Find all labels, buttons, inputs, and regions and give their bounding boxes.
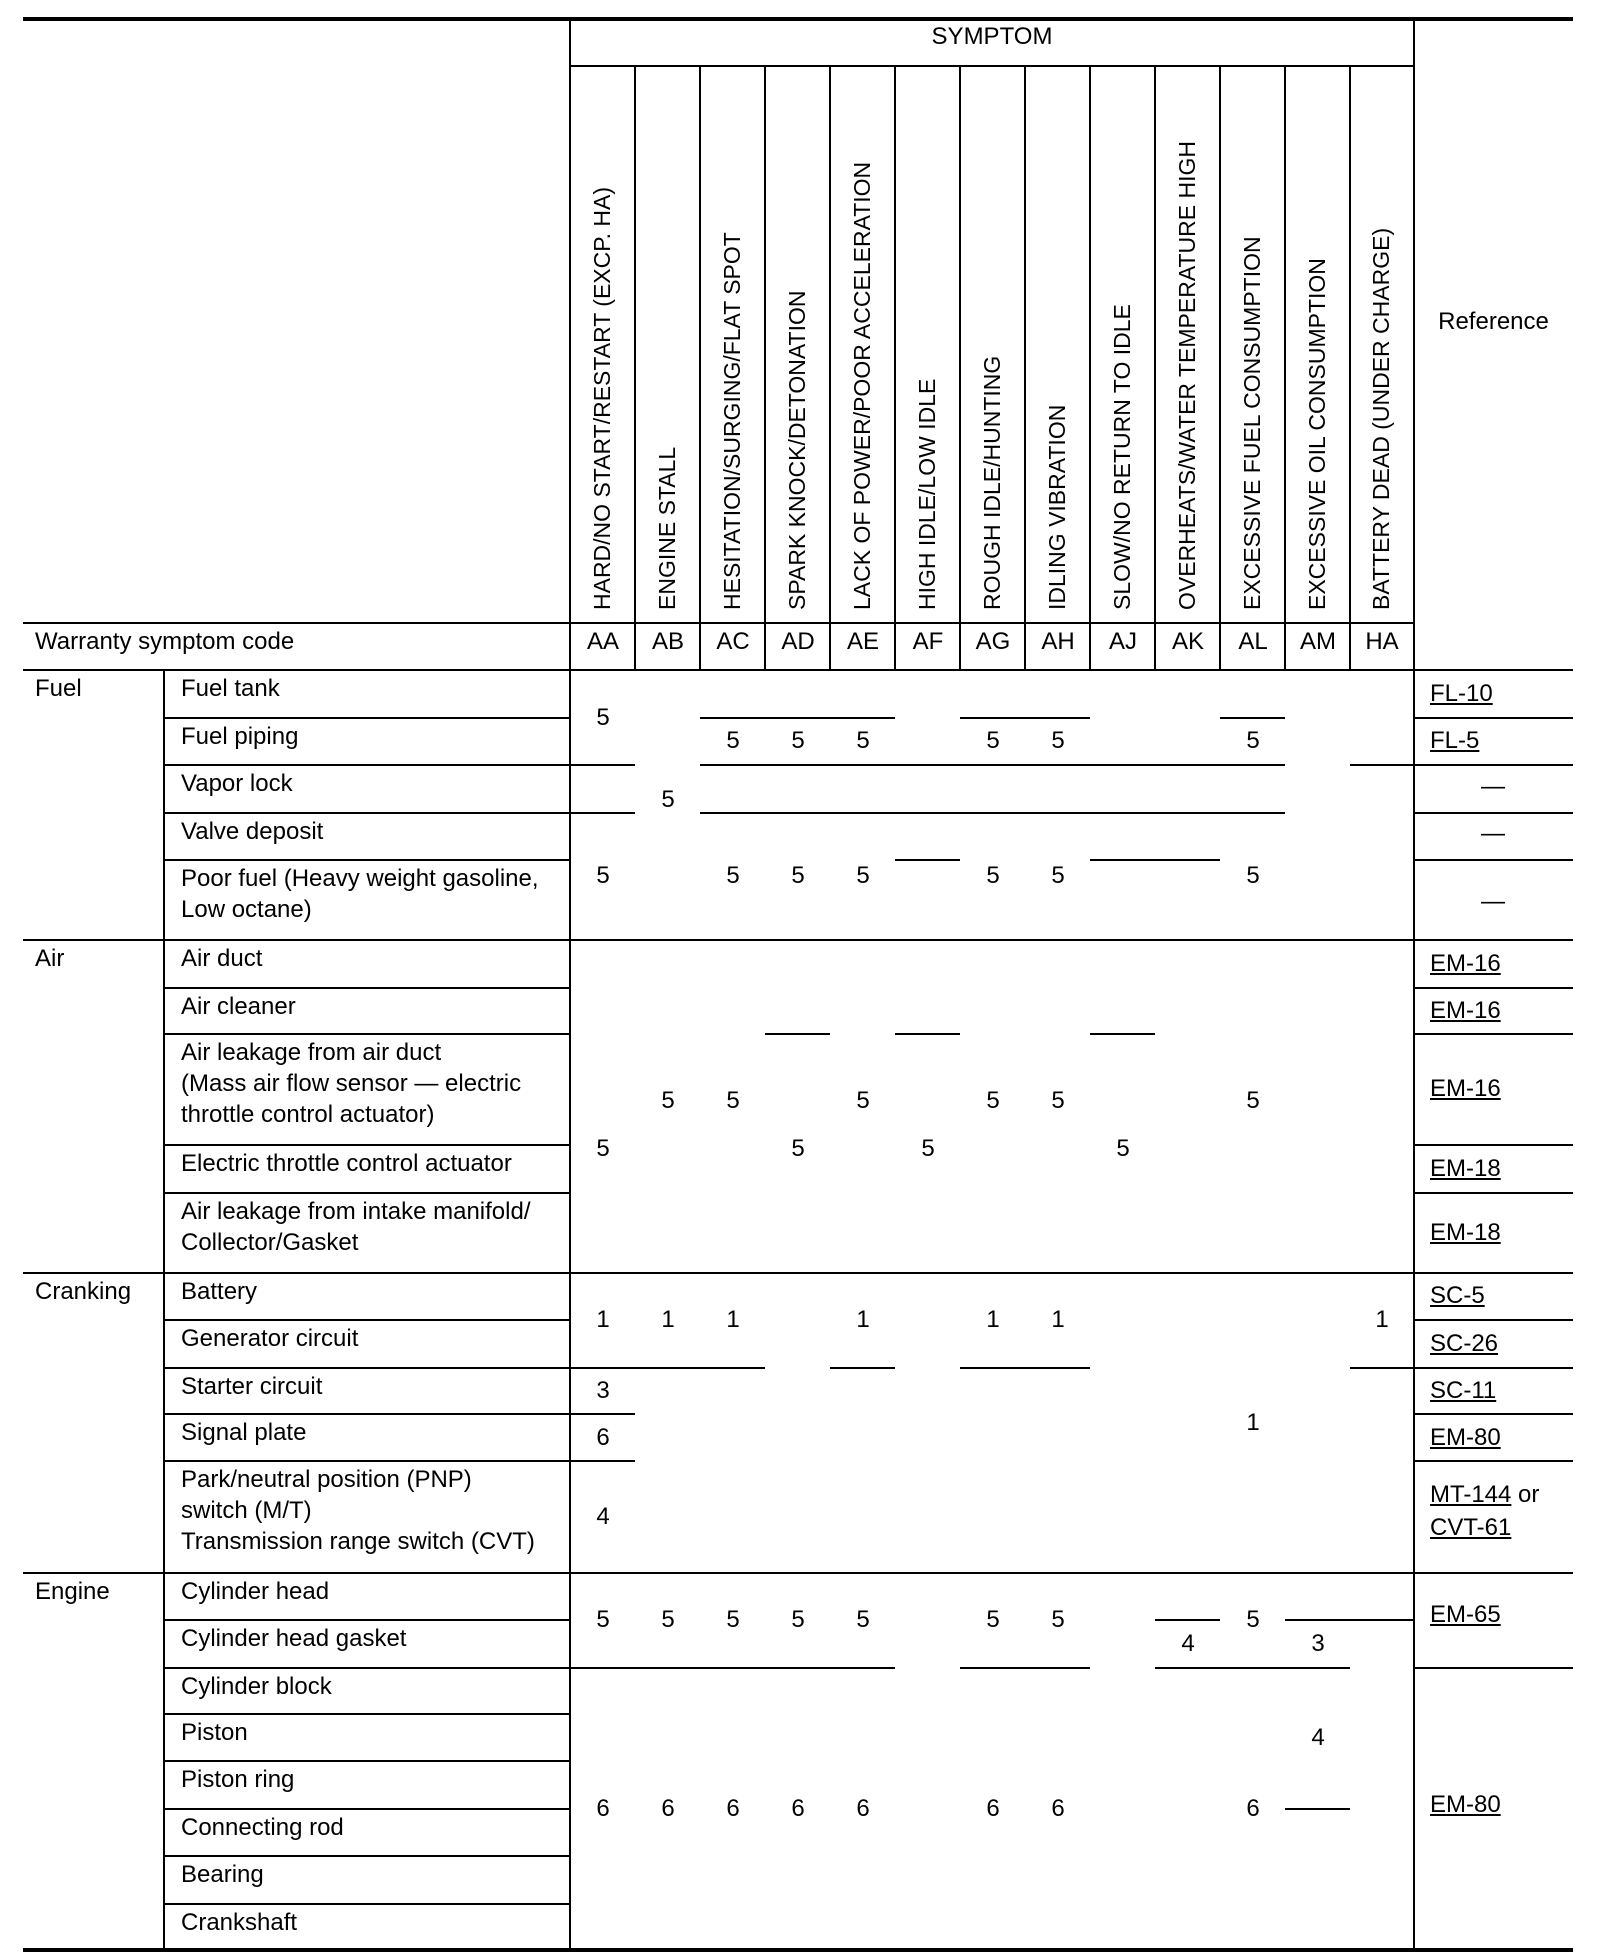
symptom-priority-value: 5 bbox=[791, 1135, 805, 1162]
item-label: Low octane) bbox=[181, 896, 312, 923]
reference-link-cell bbox=[1430, 1153, 1501, 1184]
grid-line bbox=[1414, 1192, 1573, 1194]
grid-line bbox=[764, 66, 766, 670]
grid-line bbox=[830, 939, 895, 941]
symptom-priority-value: 5 bbox=[986, 727, 1000, 754]
grid-line bbox=[164, 1619, 570, 1621]
symptom-priority-value: 6 bbox=[791, 1795, 805, 1822]
reference-link-cell bbox=[1430, 1217, 1501, 1248]
grid-line bbox=[164, 1903, 570, 1905]
grid-line bbox=[164, 1667, 570, 1669]
grid-line bbox=[1155, 939, 1220, 941]
reference-link[interactable]: EM-16 bbox=[1430, 950, 1501, 977]
grid-line bbox=[960, 812, 1025, 814]
symptom-priority-value: 1 bbox=[1375, 1306, 1389, 1333]
grid-line bbox=[1284, 66, 1286, 670]
grid-line bbox=[1090, 1272, 1155, 1274]
reference-link-cell bbox=[1430, 1599, 1501, 1630]
grid-line bbox=[635, 1272, 700, 1274]
grid-line bbox=[830, 1367, 895, 1369]
reference-dash: — bbox=[1481, 820, 1505, 847]
grid-line bbox=[830, 1667, 895, 1669]
symptom-column-header: EXCESSIVE OIL CONSUMPTION bbox=[1304, 258, 1330, 610]
grid-line bbox=[1414, 859, 1573, 861]
grid-line bbox=[1025, 812, 1090, 814]
symptom-priority-value: 5 bbox=[596, 1135, 610, 1162]
grid-line bbox=[1414, 1413, 1573, 1415]
grid-line bbox=[164, 1713, 570, 1715]
reference-connector: or bbox=[1511, 1481, 1540, 1508]
item-label: Air cleaner bbox=[181, 993, 296, 1020]
warranty-code-label: Warranty symptom code bbox=[35, 628, 295, 655]
grid-line bbox=[1350, 1619, 1414, 1621]
grid-line bbox=[1414, 812, 1573, 814]
symptom-priority-value: 5 bbox=[661, 1087, 675, 1114]
reference-link-cell bbox=[1430, 725, 1479, 756]
grid-line bbox=[1025, 1272, 1090, 1274]
grid-line bbox=[700, 1367, 765, 1369]
symptom-priority-value: 5 bbox=[661, 1606, 675, 1633]
grid-line bbox=[1090, 812, 1155, 814]
grid-line bbox=[634, 66, 636, 670]
grid-line bbox=[960, 1367, 1025, 1369]
symptom-column-header: EXCESSIVE FUEL CONSUMPTION bbox=[1239, 236, 1265, 610]
symptom-priority-value: 5 bbox=[1246, 1087, 1260, 1114]
grid-line bbox=[1350, 1367, 1414, 1369]
reference-dash: — bbox=[1481, 888, 1505, 915]
grid-line bbox=[164, 812, 570, 814]
grid-line bbox=[1350, 1572, 1414, 1574]
grid-line bbox=[1155, 1272, 1220, 1274]
grid-line bbox=[1285, 939, 1350, 941]
reference-link[interactable]: EM-18 bbox=[1430, 1219, 1501, 1246]
grid-line bbox=[1219, 66, 1221, 670]
grid-line bbox=[1220, 1572, 1285, 1574]
symptom-priority-value: 3 bbox=[1311, 1630, 1325, 1657]
grid-line bbox=[960, 1667, 1025, 1669]
grid-line bbox=[830, 764, 895, 766]
grid-line bbox=[164, 1760, 570, 1762]
grid-line bbox=[570, 764, 635, 766]
grid-line bbox=[1350, 1272, 1414, 1274]
grid-line bbox=[164, 717, 570, 719]
reference-link-cell bbox=[1430, 1789, 1501, 1820]
symptom-column-header: OVERHEATS/WATER TEMPERATURE HIGH bbox=[1174, 141, 1200, 610]
item-label: Collector/Gasket bbox=[181, 1229, 359, 1256]
grid-line bbox=[700, 1572, 765, 1574]
grid-line bbox=[635, 1367, 700, 1369]
grid-line bbox=[765, 1272, 830, 1274]
symptom-priority-value: 5 bbox=[1051, 862, 1065, 889]
reference-link[interactable]: CVT-61 bbox=[1430, 1514, 1512, 1541]
symptom-priority-value: 6 bbox=[1051, 1795, 1065, 1822]
grid-line bbox=[1414, 717, 1573, 719]
grid-line bbox=[895, 1272, 960, 1274]
grid-line bbox=[1414, 1319, 1573, 1321]
reference-link-cell bbox=[1430, 1073, 1501, 1104]
grid-line bbox=[570, 1572, 635, 1574]
grid-line bbox=[1349, 66, 1351, 670]
reference-link[interactable]: SC-11 bbox=[1430, 1377, 1497, 1404]
grid-line bbox=[960, 1572, 1025, 1574]
symptom-code: AE bbox=[846, 628, 879, 655]
grid-line bbox=[1414, 764, 1573, 766]
symptom-code: AB bbox=[651, 628, 684, 655]
item-label: Cylinder block bbox=[181, 1673, 332, 1700]
symptom-priority-value: 5 bbox=[1246, 727, 1260, 754]
item-label: throttle control actuator) bbox=[181, 1101, 435, 1128]
item-label: Vapor lock bbox=[181, 770, 293, 797]
grid-line bbox=[164, 1033, 570, 1035]
reference-link-cell bbox=[1430, 1512, 1511, 1543]
symptom-priority-value: 5 bbox=[726, 727, 740, 754]
symptom-priority-value: 1 bbox=[1051, 1306, 1065, 1333]
grid-line bbox=[1414, 1144, 1573, 1146]
symptom-priority-value: 5 bbox=[856, 862, 870, 889]
symptom-priority-value: 5 bbox=[856, 727, 870, 754]
symptom-priority-value: 5 bbox=[1116, 1135, 1130, 1162]
grid-line bbox=[1025, 1667, 1090, 1669]
symptom-priority-value: 5 bbox=[791, 727, 805, 754]
symptom-priority-value: 1 bbox=[596, 1306, 610, 1333]
grid-line bbox=[1025, 764, 1090, 766]
symptom-priority-value: 5 bbox=[791, 862, 805, 889]
item-label: Bearing bbox=[181, 1861, 264, 1888]
reference-link-cell bbox=[1430, 1375, 1496, 1406]
grid-line bbox=[960, 1272, 1025, 1274]
symptom-code: AM bbox=[1300, 628, 1336, 655]
symptom-priority-value: 5 bbox=[1051, 727, 1065, 754]
grid-line bbox=[164, 1855, 570, 1857]
grid-line bbox=[1155, 1619, 1220, 1621]
symptom-column-header: LACK OF POWER/POOR ACCELERATION bbox=[849, 161, 875, 610]
item-label: Transmission range switch (CVT) bbox=[181, 1528, 535, 1555]
grid-line bbox=[1285, 1808, 1350, 1810]
item-label: Cylinder head bbox=[181, 1578, 330, 1605]
symptom-code: AK bbox=[1171, 628, 1204, 655]
grid-line bbox=[164, 764, 570, 766]
item-label: (Mass air flow sensor — electric bbox=[181, 1070, 522, 1097]
item-label: Connecting rod bbox=[181, 1814, 344, 1841]
grid-line bbox=[830, 717, 895, 719]
symptom-code: AF bbox=[912, 628, 944, 655]
grid-line bbox=[960, 717, 1025, 719]
reference-link-cell bbox=[1430, 1479, 1539, 1510]
reference-link[interactable]: EM-16 bbox=[1430, 1075, 1501, 1102]
symptom-code: AJ bbox=[1108, 628, 1137, 655]
grid-line bbox=[765, 717, 830, 719]
reference-link[interactable]: EM-16 bbox=[1430, 997, 1501, 1024]
reference-link[interactable]: EM-80 bbox=[1430, 1791, 1501, 1818]
item-label: Generator circuit bbox=[181, 1325, 359, 1352]
grid-line bbox=[1155, 764, 1220, 766]
grid-line bbox=[164, 1367, 570, 1369]
reference-link[interactable]: SC-26 bbox=[1430, 1330, 1499, 1357]
group-label: Cranking bbox=[35, 1278, 132, 1305]
grid-line bbox=[163, 670, 165, 1950]
grid-line bbox=[1285, 1619, 1350, 1621]
reference-link[interactable]: EM-80 bbox=[1430, 1424, 1501, 1451]
grid-line bbox=[895, 812, 960, 814]
grid-line bbox=[164, 987, 570, 989]
symptom-priority-value: 1 bbox=[856, 1306, 870, 1333]
grid-line bbox=[1025, 1367, 1090, 1369]
symptom-priority-value: 5 bbox=[1246, 862, 1260, 889]
grid-line bbox=[765, 1033, 830, 1035]
group-label: Air bbox=[35, 945, 65, 972]
item-label: Battery bbox=[181, 1278, 258, 1305]
symptom-priority-value: 6 bbox=[596, 1795, 610, 1822]
grid-line bbox=[700, 717, 765, 719]
grid-line bbox=[1285, 1272, 1350, 1274]
group-label: Fuel bbox=[35, 675, 82, 702]
grid-line bbox=[830, 812, 895, 814]
grid-line bbox=[570, 1460, 635, 1462]
symptom-priority-value: 5 bbox=[1246, 1606, 1260, 1633]
grid-line bbox=[164, 1460, 570, 1462]
item-label: switch (M/T) bbox=[181, 1497, 312, 1524]
grid-line bbox=[570, 1272, 635, 1274]
grid-line bbox=[1285, 1667, 1350, 1669]
grid-line bbox=[895, 764, 960, 766]
symptom-priority-value: 1 bbox=[1246, 1409, 1260, 1436]
symptom-priority-value: 5 bbox=[986, 862, 1000, 889]
item-label: Valve deposit bbox=[181, 818, 324, 845]
symptom-priority-value: 5 bbox=[661, 786, 675, 813]
grid-line bbox=[1155, 859, 1220, 861]
symptom-priority-value: 5 bbox=[726, 1606, 740, 1633]
grid-line bbox=[895, 859, 960, 861]
symptom-priority-value: 4 bbox=[1311, 1724, 1325, 1751]
grid-line bbox=[570, 939, 635, 941]
symptom-code: AL bbox=[1238, 628, 1268, 655]
item-label: Air leakage from air duct bbox=[181, 1039, 442, 1066]
symptom-priority-value: 5 bbox=[856, 1087, 870, 1114]
grid-line bbox=[1090, 1033, 1155, 1035]
symptom-column-header: HARD/NO START/RESTART (EXCP. HA) bbox=[589, 186, 615, 610]
grid-line bbox=[1025, 717, 1090, 719]
symptom-code: AC bbox=[716, 628, 750, 655]
grid-line bbox=[164, 859, 570, 861]
symptom-priority-value: 3 bbox=[596, 1377, 610, 1404]
symptom-priority-value: 5 bbox=[596, 862, 610, 889]
reference-link-cell bbox=[1430, 1328, 1498, 1359]
item-label: Piston ring bbox=[181, 1766, 295, 1793]
symptom-priority-value: 5 bbox=[856, 1606, 870, 1633]
grid-line bbox=[1090, 764, 1155, 766]
grid-line bbox=[1350, 764, 1414, 766]
item-label: Fuel tank bbox=[181, 675, 280, 702]
grid-line bbox=[570, 812, 635, 814]
grid-line bbox=[960, 764, 1025, 766]
grid-line bbox=[1414, 1033, 1573, 1035]
grid-line bbox=[23, 669, 1573, 671]
grid-line bbox=[570, 1667, 635, 1669]
grid-line bbox=[830, 1272, 895, 1274]
grid-line bbox=[635, 939, 700, 941]
symptom-priority-value: 1 bbox=[661, 1306, 675, 1333]
grid-line bbox=[635, 1572, 700, 1574]
grid-line bbox=[1155, 812, 1220, 814]
grid-line bbox=[1414, 1367, 1573, 1369]
grid-line bbox=[699, 66, 701, 670]
item-label: Park/neutral position (PNP) bbox=[181, 1466, 472, 1493]
item-label: Signal plate bbox=[181, 1419, 307, 1446]
grid-line bbox=[829, 66, 831, 670]
symptom-priority-value: 5 bbox=[726, 862, 740, 889]
grid-line bbox=[1414, 1460, 1573, 1462]
symptom-priority-value: 5 bbox=[921, 1135, 935, 1162]
symptom-code: HA bbox=[1365, 628, 1399, 655]
symptom-code: AG bbox=[975, 628, 1011, 655]
symptom-priority-value: 6 bbox=[661, 1795, 675, 1822]
symptom-priority-value: 1 bbox=[986, 1306, 1000, 1333]
grid-line bbox=[895, 939, 960, 941]
grid-line bbox=[700, 812, 765, 814]
reference-link-cell bbox=[1430, 995, 1501, 1026]
grid-line bbox=[569, 19, 571, 1950]
symptom-priority-value: 6 bbox=[596, 1424, 610, 1451]
grid-line bbox=[164, 1808, 570, 1810]
reference-link-cell bbox=[1430, 1422, 1501, 1453]
symptom-priority-value: 1 bbox=[726, 1306, 740, 1333]
reference-link[interactable]: MT-144 bbox=[1430, 1481, 1512, 1508]
symptom-priority-value: 5 bbox=[986, 1087, 1000, 1114]
grid-line bbox=[894, 66, 896, 670]
reference-link-cell bbox=[1430, 1280, 1485, 1311]
item-label: Poor fuel (Heavy weight gasoline, bbox=[181, 865, 539, 892]
symptom-priority-value: 6 bbox=[856, 1795, 870, 1822]
grid-line bbox=[765, 1667, 830, 1669]
grid-line bbox=[830, 1572, 895, 1574]
grid-line bbox=[1155, 1667, 1220, 1669]
item-label: Fuel piping bbox=[181, 723, 299, 750]
grid-line bbox=[1024, 66, 1026, 670]
reference-link[interactable]: FL-10 bbox=[1430, 680, 1493, 707]
reference-link[interactable]: SC-5 bbox=[1430, 1282, 1485, 1309]
reference-header: Reference bbox=[1438, 308, 1549, 335]
group-label: Engine bbox=[35, 1578, 110, 1605]
grid-line bbox=[570, 1413, 635, 1415]
grid-line bbox=[1090, 939, 1155, 941]
item-label: Piston bbox=[181, 1719, 248, 1746]
grid-line bbox=[23, 1948, 1573, 1952]
symptom-column-header: IDLING VIBRATION bbox=[1044, 404, 1070, 610]
symptom-column-header: HESITATION/SURGING/FLAT SPOT bbox=[719, 232, 745, 610]
reference-dash: — bbox=[1481, 773, 1505, 800]
grid-line bbox=[700, 939, 765, 941]
symptom-code: AA bbox=[586, 628, 619, 655]
grid-line bbox=[765, 764, 830, 766]
item-label: Crankshaft bbox=[181, 1909, 298, 1936]
grid-line bbox=[1220, 812, 1285, 814]
item-label: Electric throttle control actuator bbox=[181, 1150, 512, 1177]
symptom-priority-value: 5 bbox=[1051, 1606, 1065, 1633]
grid-line bbox=[164, 1192, 570, 1194]
symptom-column-header: SLOW/NO RETURN TO IDLE bbox=[1109, 304, 1135, 610]
grid-line bbox=[635, 1667, 700, 1669]
grid-line bbox=[1089, 66, 1091, 670]
symptom-priority-value: 4 bbox=[596, 1503, 610, 1530]
symptom-column-header: HIGH IDLE/LOW IDLE bbox=[914, 378, 940, 610]
item-label: Cylinder head gasket bbox=[181, 1625, 407, 1652]
grid-line bbox=[570, 65, 1414, 67]
grid-line bbox=[1220, 1272, 1285, 1274]
grid-line bbox=[1155, 1572, 1220, 1574]
grid-line bbox=[164, 1319, 570, 1321]
symptom-priority-value: 5 bbox=[1051, 1087, 1065, 1114]
symptom-priority-value: 6 bbox=[726, 1795, 740, 1822]
symptom-column-header: ROUGH IDLE/HUNTING bbox=[979, 355, 1005, 610]
symptom-header: SYMPTOM bbox=[931, 23, 1053, 50]
grid-line bbox=[164, 1413, 570, 1415]
reference-link[interactable]: EM-65 bbox=[1430, 1601, 1501, 1628]
symptom-column-header: BATTERY DEAD (UNDER CHARGE) bbox=[1368, 227, 1394, 610]
grid-line bbox=[1220, 1667, 1285, 1669]
grid-line bbox=[895, 1033, 960, 1035]
grid-line bbox=[765, 939, 830, 941]
item-label: Air duct bbox=[181, 945, 263, 972]
symptom-priority-value: 5 bbox=[596, 704, 610, 731]
grid-line bbox=[765, 1572, 830, 1574]
item-label: Air leakage from intake manifold/ bbox=[181, 1198, 531, 1225]
grid-line bbox=[1154, 66, 1156, 670]
reference-link[interactable]: EM-18 bbox=[1430, 1155, 1501, 1182]
symptom-priority-value: 6 bbox=[1246, 1795, 1260, 1822]
grid-line bbox=[960, 939, 1025, 941]
reference-link-cell bbox=[1430, 678, 1493, 709]
grid-line bbox=[700, 1272, 765, 1274]
reference-link[interactable]: FL-5 bbox=[1430, 727, 1480, 754]
grid-line bbox=[700, 1667, 765, 1669]
symptom-priority-value: 5 bbox=[596, 1606, 610, 1633]
symptom-code: AH bbox=[1041, 628, 1075, 655]
grid-line bbox=[700, 764, 765, 766]
symptom-priority-value: 4 bbox=[1181, 1630, 1195, 1657]
grid-line bbox=[765, 812, 830, 814]
grid-line bbox=[1025, 939, 1090, 941]
grid-line bbox=[1414, 1667, 1573, 1669]
grid-line bbox=[1350, 939, 1414, 941]
grid-line bbox=[23, 622, 1414, 624]
symptom-column-header: ENGINE STALL bbox=[654, 446, 680, 610]
symptom-code: AD bbox=[781, 628, 815, 655]
symptom-priority-value: 5 bbox=[986, 1606, 1000, 1633]
symptom-priority-value: 5 bbox=[791, 1606, 805, 1633]
item-label: Starter circuit bbox=[181, 1373, 323, 1400]
symptom-priority-value: 6 bbox=[986, 1795, 1000, 1822]
reference-link-cell bbox=[1430, 948, 1501, 979]
grid-line bbox=[570, 1367, 635, 1369]
grid-line bbox=[1220, 717, 1285, 719]
grid-line bbox=[1090, 859, 1155, 861]
symptom-column-header: SPARK KNOCK/DETONATION bbox=[784, 290, 810, 610]
grid-line bbox=[164, 1144, 570, 1146]
symptom-priority-value: 5 bbox=[726, 1087, 740, 1114]
grid-line bbox=[1025, 1572, 1090, 1574]
grid-line bbox=[1414, 987, 1573, 989]
grid-line bbox=[959, 66, 961, 670]
grid-line bbox=[1220, 939, 1285, 941]
grid-line bbox=[1220, 764, 1285, 766]
